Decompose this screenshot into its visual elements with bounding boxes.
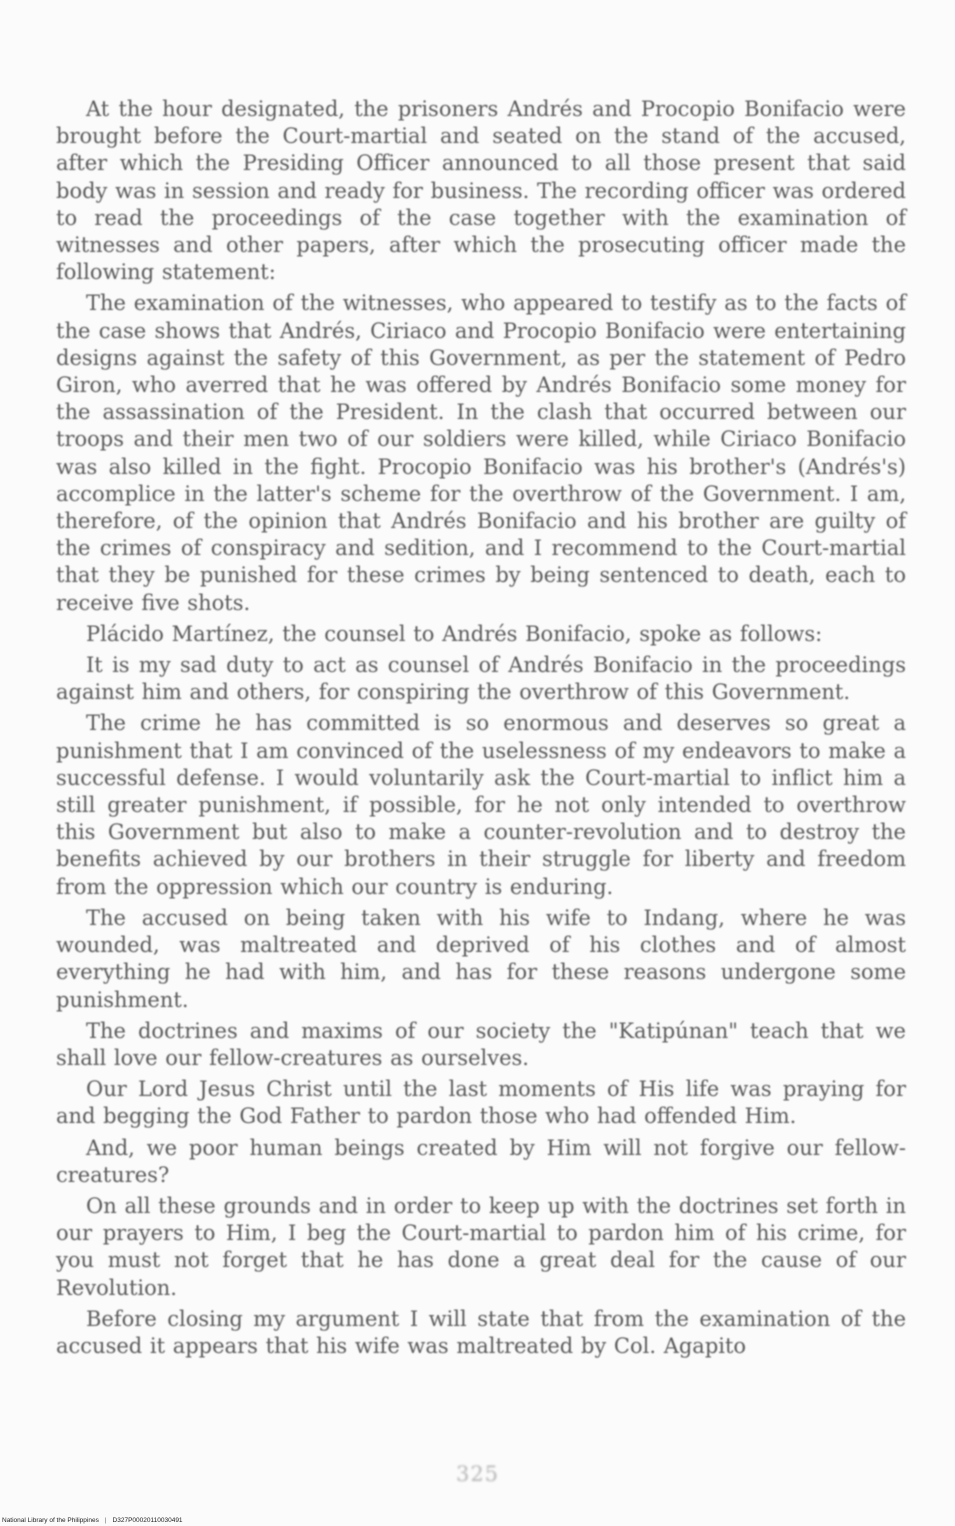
scan-footer: National Library of the Philippines | D327P00020110030491 — [2, 1517, 183, 1524]
footer-code: D327P00020110030491 — [112, 1517, 183, 1524]
paragraph-8: Our Lord Jesus Christ until the last moments of His life was praying for and begging the God Father to pardon those who had offended Him. — [56, 1077, 906, 1129]
paragraph-5: The crime he has committed is so enormous and deserves so great a punishment that I am convinced of the uselessness of my endeavors to make a successful defense. I would voluntarily ask the Court-martial to inflict him a still greater punishment, if possible, for he not only intended to overthrow this Government but also to make a counter-revolution and to destroy the benefits achieved by our brothers in their struggle for liberty and freedom from the oppression which our country is enduring. — [56, 711, 906, 899]
footer-source: National Library of the Philippines — [2, 1517, 99, 1524]
body-text — [56, 96, 906, 1360]
paragraph-3: Plácido Martínez, the counsel to Andrés Bonifacio, spoke as follows: — [86, 621, 823, 646]
paragraph-9: And, we poor human beings created by Him will not forgive our fellow-creatures? — [56, 1135, 906, 1187]
paragraph-11: Before closing my argument I will state that from the examination of the accused it appears that his wife was maltreated by Col. Agapito — [56, 1306, 906, 1358]
paragraph-4: It is my sad duty to act as counsel of Andrés Bonifacio in the proceedings against him and others, for conspiring the overthrow of this Government. — [56, 653, 906, 705]
paragraph-2: The examination of the witnesses, who appeared to testify as to the facts of the case shows that Andrés, Ciriaco and Procopio Bonifacio were entertaining designs against the safety of this Government, as per the statement of Pedro Giron, who averred that he was offered by Andrés Bonifacio some money for the assassination of the President. In the clash that occurred between our troops and their men two of our soldiers were killed, while Ciriaco Bonifacio was also killed in the fight. Procopio Bonifacio was his brother's (Andrés's) accomplice in the latter's scheme for the overthrow of the Government. I am, therefore, of the opinion that Andrés Bonifacio and his brother are guilty of the crimes of conspiracy and sedition, and I recommend to the Court-martial that they be punished for these crimes by being sentenced to death, each to receive five shots. — [56, 291, 906, 615]
paragraph-6: The accused on being taken with his wife to Indang, where he was wounded, was maltreated and deprived of his clothes and of almost everything he had with him, and has for these reasons undergone some punishment. — [56, 905, 906, 1012]
paragraph-1: At the hour designated, the prisoners Andrés and Procopio Bonifacio were brought before the Court-martial and seated on the stand of the accused, after which the Presiding Officer announced to all those present that said body was in session and ready for business. The recording officer was ordered to read the proceedings of the case together with the examination of witnesses and other papers, after which the prosecuting officer made the following statement: — [56, 97, 906, 285]
page-number: 325 — [455, 1462, 500, 1486]
paragraph-7: The doctrines and maxims of our society the "Katipúnan" teach that we shall love our fellow-creatures as ourselves. — [56, 1018, 906, 1070]
paragraph-10: On all these grounds and in order to keep up with the doctrines set forth in our prayers to Him, I beg the Court-martial to pardon him of his crime, for you must not forget that he has done a great deal for the cause of our Revolution. — [56, 1193, 906, 1300]
